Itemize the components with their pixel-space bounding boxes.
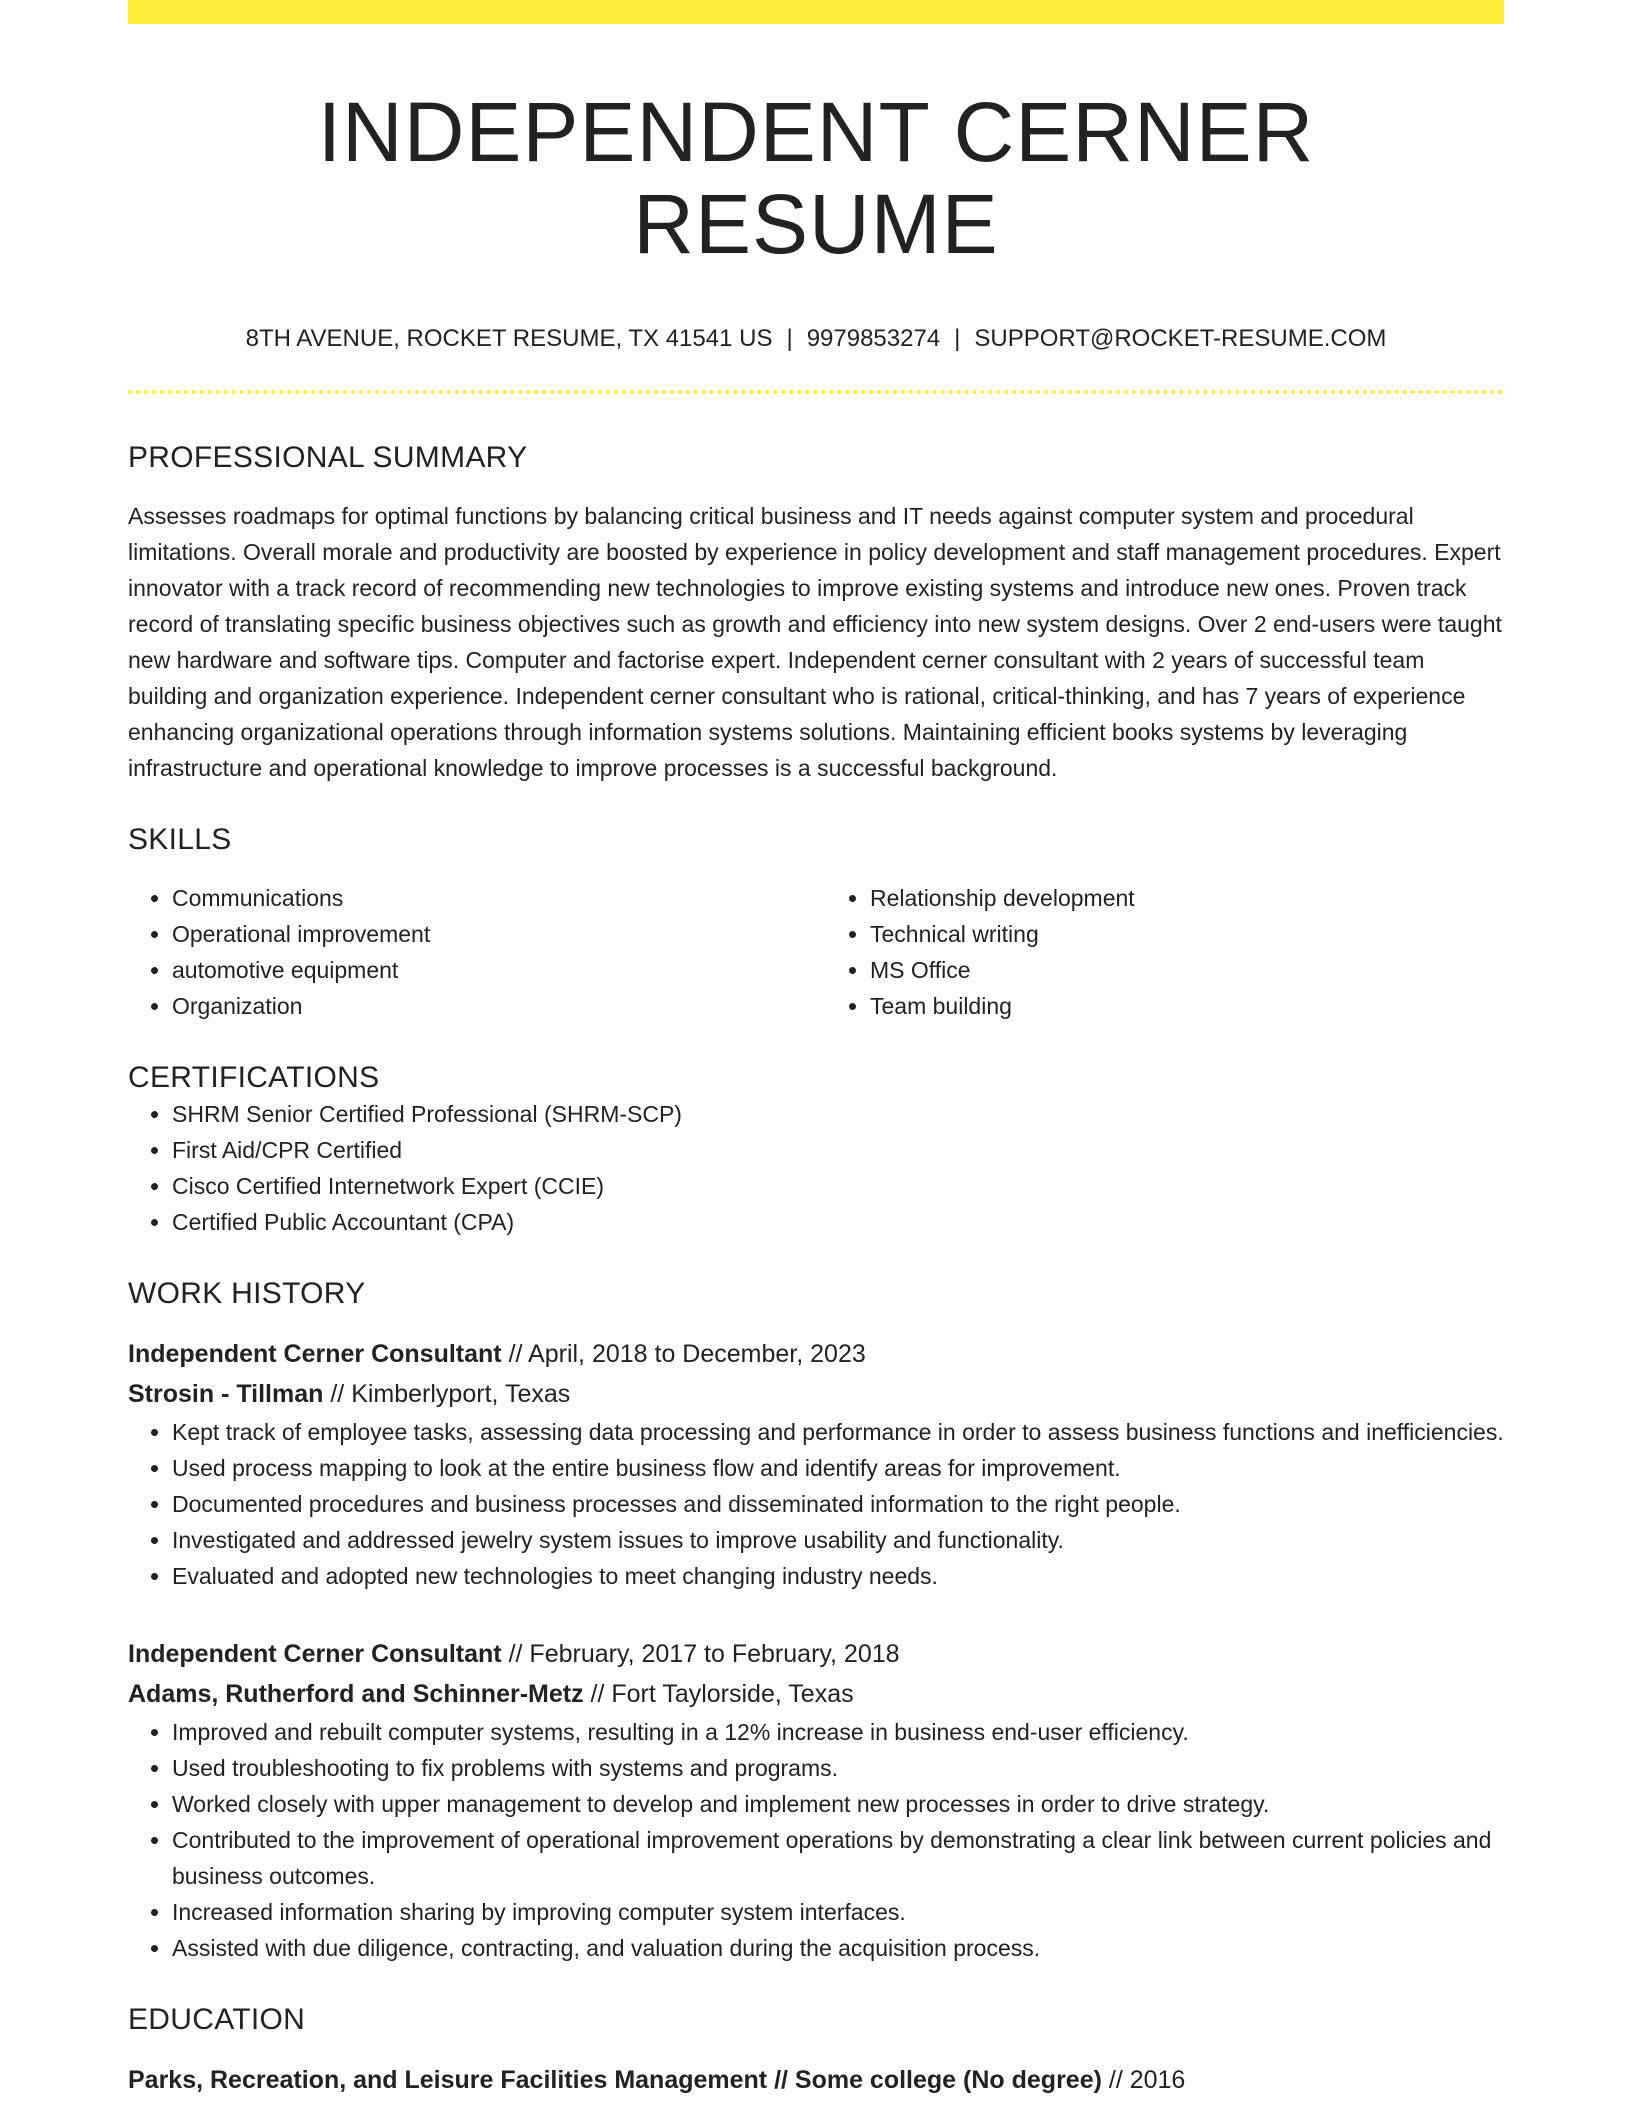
job-company: Adams, Rutherford and Schinner-Metz [128,1679,584,1708]
section-title-education: EDUCATION [128,2002,306,2036]
skill-item: • Relationship development [870,880,1504,916]
summary-text: Assesses roadmaps for optimal functions by balancing critical business and IT needs against computer system and procedural limitations. Overall morale and productivity are boosted by experience in policy development and staff management procedures. Expert innovator with a track record of recommending new technologies to improve existing systems and introduce new ones. Proven track record of translating specific business objectives such as growth and efficiency into new system designs. Over 2 end-users were taught new hardware and software tips. Computer and factorise expert. Independent cerner consultant with 2 years of successful team building and organization experience. Independent cerner consultant who is rational, critical-thinking, and has 7 years of experience enhancing organizational operations through information systems solutions. Maintaining efficient books systems by leveraging infrastructure and operational knowledge to improve processes is a successful background. [128,502,1502,781]
skills-column-left [128,880,806,1024]
skill-item: • Communications [172,880,806,916]
job-company-line [128,1674,1504,1714]
section-title-certifications: CERTIFICATIONS [128,1060,380,1094]
job-bullet: • Used process mapping to look at the entire business flow and identify areas for improvement. [172,1450,1504,1486]
job-bullet: • Increased information sharing by improving computer system interfaces. [172,1894,1504,1930]
job-role-line [128,1634,1504,1674]
contact-phone: 9979853274 [806,324,941,352]
contact-line [128,325,1504,354]
job-location: // Kimberlyport, Texas [323,1379,571,1408]
accent-bar [128,0,1504,24]
job-bullet: • Evaluated and adopted new technologies to meet changing industry needs. [172,1558,1504,1594]
skill-item: • MS Office [870,952,1504,988]
job-company-line [128,1374,1504,1414]
job-bullet: • Contributed to the improvement of operational improvement operations by demonstrating a clear link between current policies and business outcomes. [172,1822,1504,1894]
contact-separator: | [786,324,793,352]
certification-item: • Cisco Certified Internetwork Expert (CCIE) [172,1168,1504,1204]
certification-item: • First Aid/CPR Certified [172,1132,1504,1168]
education-entry [128,2060,1504,2100]
section-title-summary: PROFESSIONAL SUMMARY [128,440,528,474]
header-divider [128,390,1504,394]
skill-item: • automotive equipment [172,952,806,988]
job-bullet: • Worked closely with upper management to develop and implement new processes in order to drive strategy. [172,1786,1504,1822]
job-company: Strosin - Tillman [128,1379,324,1408]
certification-list [128,1096,1504,1240]
job-bullet: • Kept track of employee tasks, assessing data processing and performance in order to assess business functions and inefficiencies. [172,1414,1504,1450]
skill-item: • Operational improvement [172,916,806,952]
job-dates: // April, 2018 to December, 2023 [501,1339,866,1368]
skills-grid [128,880,1504,1024]
resume-page [128,0,1504,2100]
job-role: Independent Cerner Consultant [128,1339,502,1368]
job-bullet: • Used troubleshooting to fix problems with systems and programs. [172,1750,1504,1786]
contact-separator: | [954,324,961,352]
certification-item: • SHRM Senior Certified Professional (SHRM-SCP) [172,1096,1504,1132]
skills-column-right [826,880,1504,1024]
job-bullet: • Documented procedures and business processes and disseminated information to the right people. [172,1486,1504,1522]
job-role-line [128,1334,1504,1374]
job-location: // Fort Taylorside, Texas [583,1679,854,1708]
skill-item: • Technical writing [870,916,1504,952]
job-bullet-list [128,1714,1504,1966]
job-entry [128,1334,1504,1594]
job-bullet: • Assisted with due diligence, contracting, and valuation during the acquisition process. [172,1930,1504,1966]
job-role: Independent Cerner Consultant [128,1639,502,1668]
contact-email: SUPPORT@ROCKET-RESUME.COM [974,324,1387,352]
education-year: // 2016 [1101,2065,1186,2094]
education-degree: Parks, Recreation, and Leisure Facilities Management // Some college (No degree) [128,2065,1102,2094]
section-title-skills: SKILLS [128,822,232,856]
job-bullet: • Improved and rebuilt computer systems, resulting in a 12% increase in business end-user efficiency. [172,1714,1504,1750]
job-dates: // February, 2017 to February, 2018 [501,1639,900,1668]
job-entry [128,1634,1504,1966]
job-bullet-list [128,1414,1504,1594]
job-bullet: • Investigated and addressed jewelry system issues to improve usability and functionality. [172,1522,1504,1558]
contact-address: 8TH AVENUE, ROCKET RESUME, TX 41541 US [245,324,773,352]
section-title-work-history: WORK HISTORY [128,1276,366,1310]
certification-item: • Certified Public Accountant (CPA) [172,1204,1504,1240]
skill-item: • Organization [172,988,806,1024]
skill-item: • Team building [870,988,1504,1024]
resume-title: INDEPENDENT CERNER RESUME [317,85,1315,272]
